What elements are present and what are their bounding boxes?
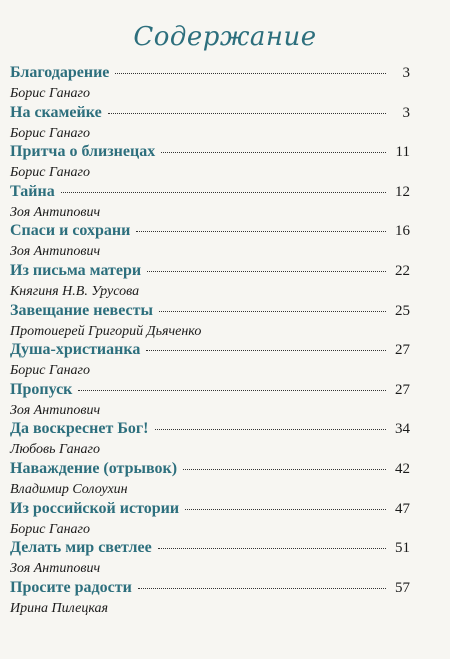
toc-entry-row (10, 262, 410, 284)
toc-entry-title: Пропуск (10, 380, 73, 398)
toc-entry-title: Завещание невесты (10, 301, 153, 319)
toc-entry-page: 11 (395, 144, 410, 161)
toc-entry-row (10, 579, 410, 601)
toc-entry-page: 47 (395, 500, 410, 517)
dot-leader (158, 548, 386, 549)
toc-entry-author: Протоиерей Григорий Дьяченко (10, 323, 202, 339)
toc-entry-row (10, 460, 410, 482)
toc-entry-row (10, 183, 410, 205)
toc-entry-page: 22 (395, 262, 410, 279)
toc-entry-title: Тайна (10, 182, 55, 200)
toc-entry-row (10, 381, 410, 403)
toc-entry-row (10, 302, 410, 324)
toc-entry-title: Да воскреснет Бог! (10, 420, 149, 438)
toc-entry-row (10, 341, 410, 363)
toc-entry-author: Владимир Солоухин (10, 481, 128, 497)
toc-entry-page: 16 (395, 223, 410, 240)
toc-entry-row (10, 539, 410, 561)
dot-leader (147, 271, 386, 272)
toc-entry-title: Душа-христианка (10, 341, 141, 359)
toc-entry (10, 143, 410, 183)
toc-entry-page: 3 (402, 104, 410, 121)
toc-entry (10, 579, 410, 619)
toc-entry-title: Притча о близнецах (10, 143, 156, 161)
toc-entry-page: 3 (402, 65, 410, 81)
dot-leader (146, 350, 386, 351)
toc-entry-author: Зоя Антипович (10, 244, 101, 260)
toc-entry-title: Благодарение (10, 64, 110, 81)
dot-leader (155, 429, 386, 430)
toc-entry-title: Наваждение (отрывок) (10, 459, 178, 477)
toc-entry-row (10, 104, 410, 126)
toc-entry-author: Зоя Антипович (10, 402, 101, 418)
toc-entry-row (10, 222, 410, 244)
toc-entry (10, 500, 410, 540)
toc-entry-title: На скамейке (10, 103, 102, 121)
dot-leader (115, 73, 386, 74)
toc-entry (10, 302, 410, 342)
toc-entry-author: Борис Ганаго (10, 165, 90, 181)
toc-entry-author: Борис Ганаго (10, 521, 90, 537)
toc-entry-page: 27 (395, 381, 410, 398)
table-of-contents (10, 64, 410, 618)
dot-leader (185, 509, 386, 510)
toc-entry-author: Борис Ганаго (10, 125, 90, 141)
toc-entry-author: Зоя Антипович (10, 204, 101, 220)
toc-entry-title: Спаси и сохрани (10, 222, 131, 240)
toc-entry-row (10, 143, 410, 165)
toc-entry-page: 57 (395, 579, 410, 596)
dot-leader (61, 192, 386, 193)
toc-entry (10, 341, 410, 381)
toc-entry (10, 64, 410, 104)
toc-entry-title: Делать мир светлее (10, 539, 152, 557)
dot-leader (78, 390, 386, 391)
toc-entry-title: Просите радости (10, 578, 132, 596)
toc-entry-author: Княгиня Н.В. Урусова (10, 283, 140, 299)
toc-entry (10, 460, 410, 500)
page-title: Содержание (133, 22, 317, 52)
toc-entry (10, 104, 410, 144)
toc-entry-title: Из российской истории (10, 499, 180, 517)
dot-leader (136, 231, 386, 232)
toc-entry-row (10, 64, 410, 86)
toc-entry (10, 539, 410, 579)
toc-entry (10, 420, 410, 460)
toc-entry (10, 183, 410, 223)
toc-entry (10, 222, 410, 262)
toc-entry-page: 34 (395, 421, 410, 438)
toc-entry-author: Ирина Пилецкая (10, 600, 109, 616)
toc-entry-author: Борис Ганаго (10, 363, 90, 379)
toc-entry (10, 381, 410, 421)
toc-entry-author: Зоя Антипович (10, 561, 101, 577)
toc-entry-author: Любовь Ганаго (10, 442, 100, 458)
toc-entry-page: 12 (395, 183, 410, 200)
dot-leader (183, 469, 386, 470)
toc-entry-page: 25 (395, 302, 410, 319)
toc-entry-row (10, 420, 410, 442)
dot-leader (108, 113, 386, 114)
toc-entry-title: Из письма матери (10, 261, 142, 279)
toc-entry (10, 262, 410, 302)
toc-entry-page: 42 (395, 460, 410, 477)
dot-leader (161, 152, 386, 153)
dot-leader (159, 311, 386, 312)
toc-entry-page: 27 (395, 342, 410, 359)
toc-entry-row (10, 500, 410, 522)
toc-entry-author: Борис Ганаго (10, 86, 90, 101)
dot-leader (138, 588, 386, 589)
toc-entry-page: 51 (395, 540, 410, 557)
